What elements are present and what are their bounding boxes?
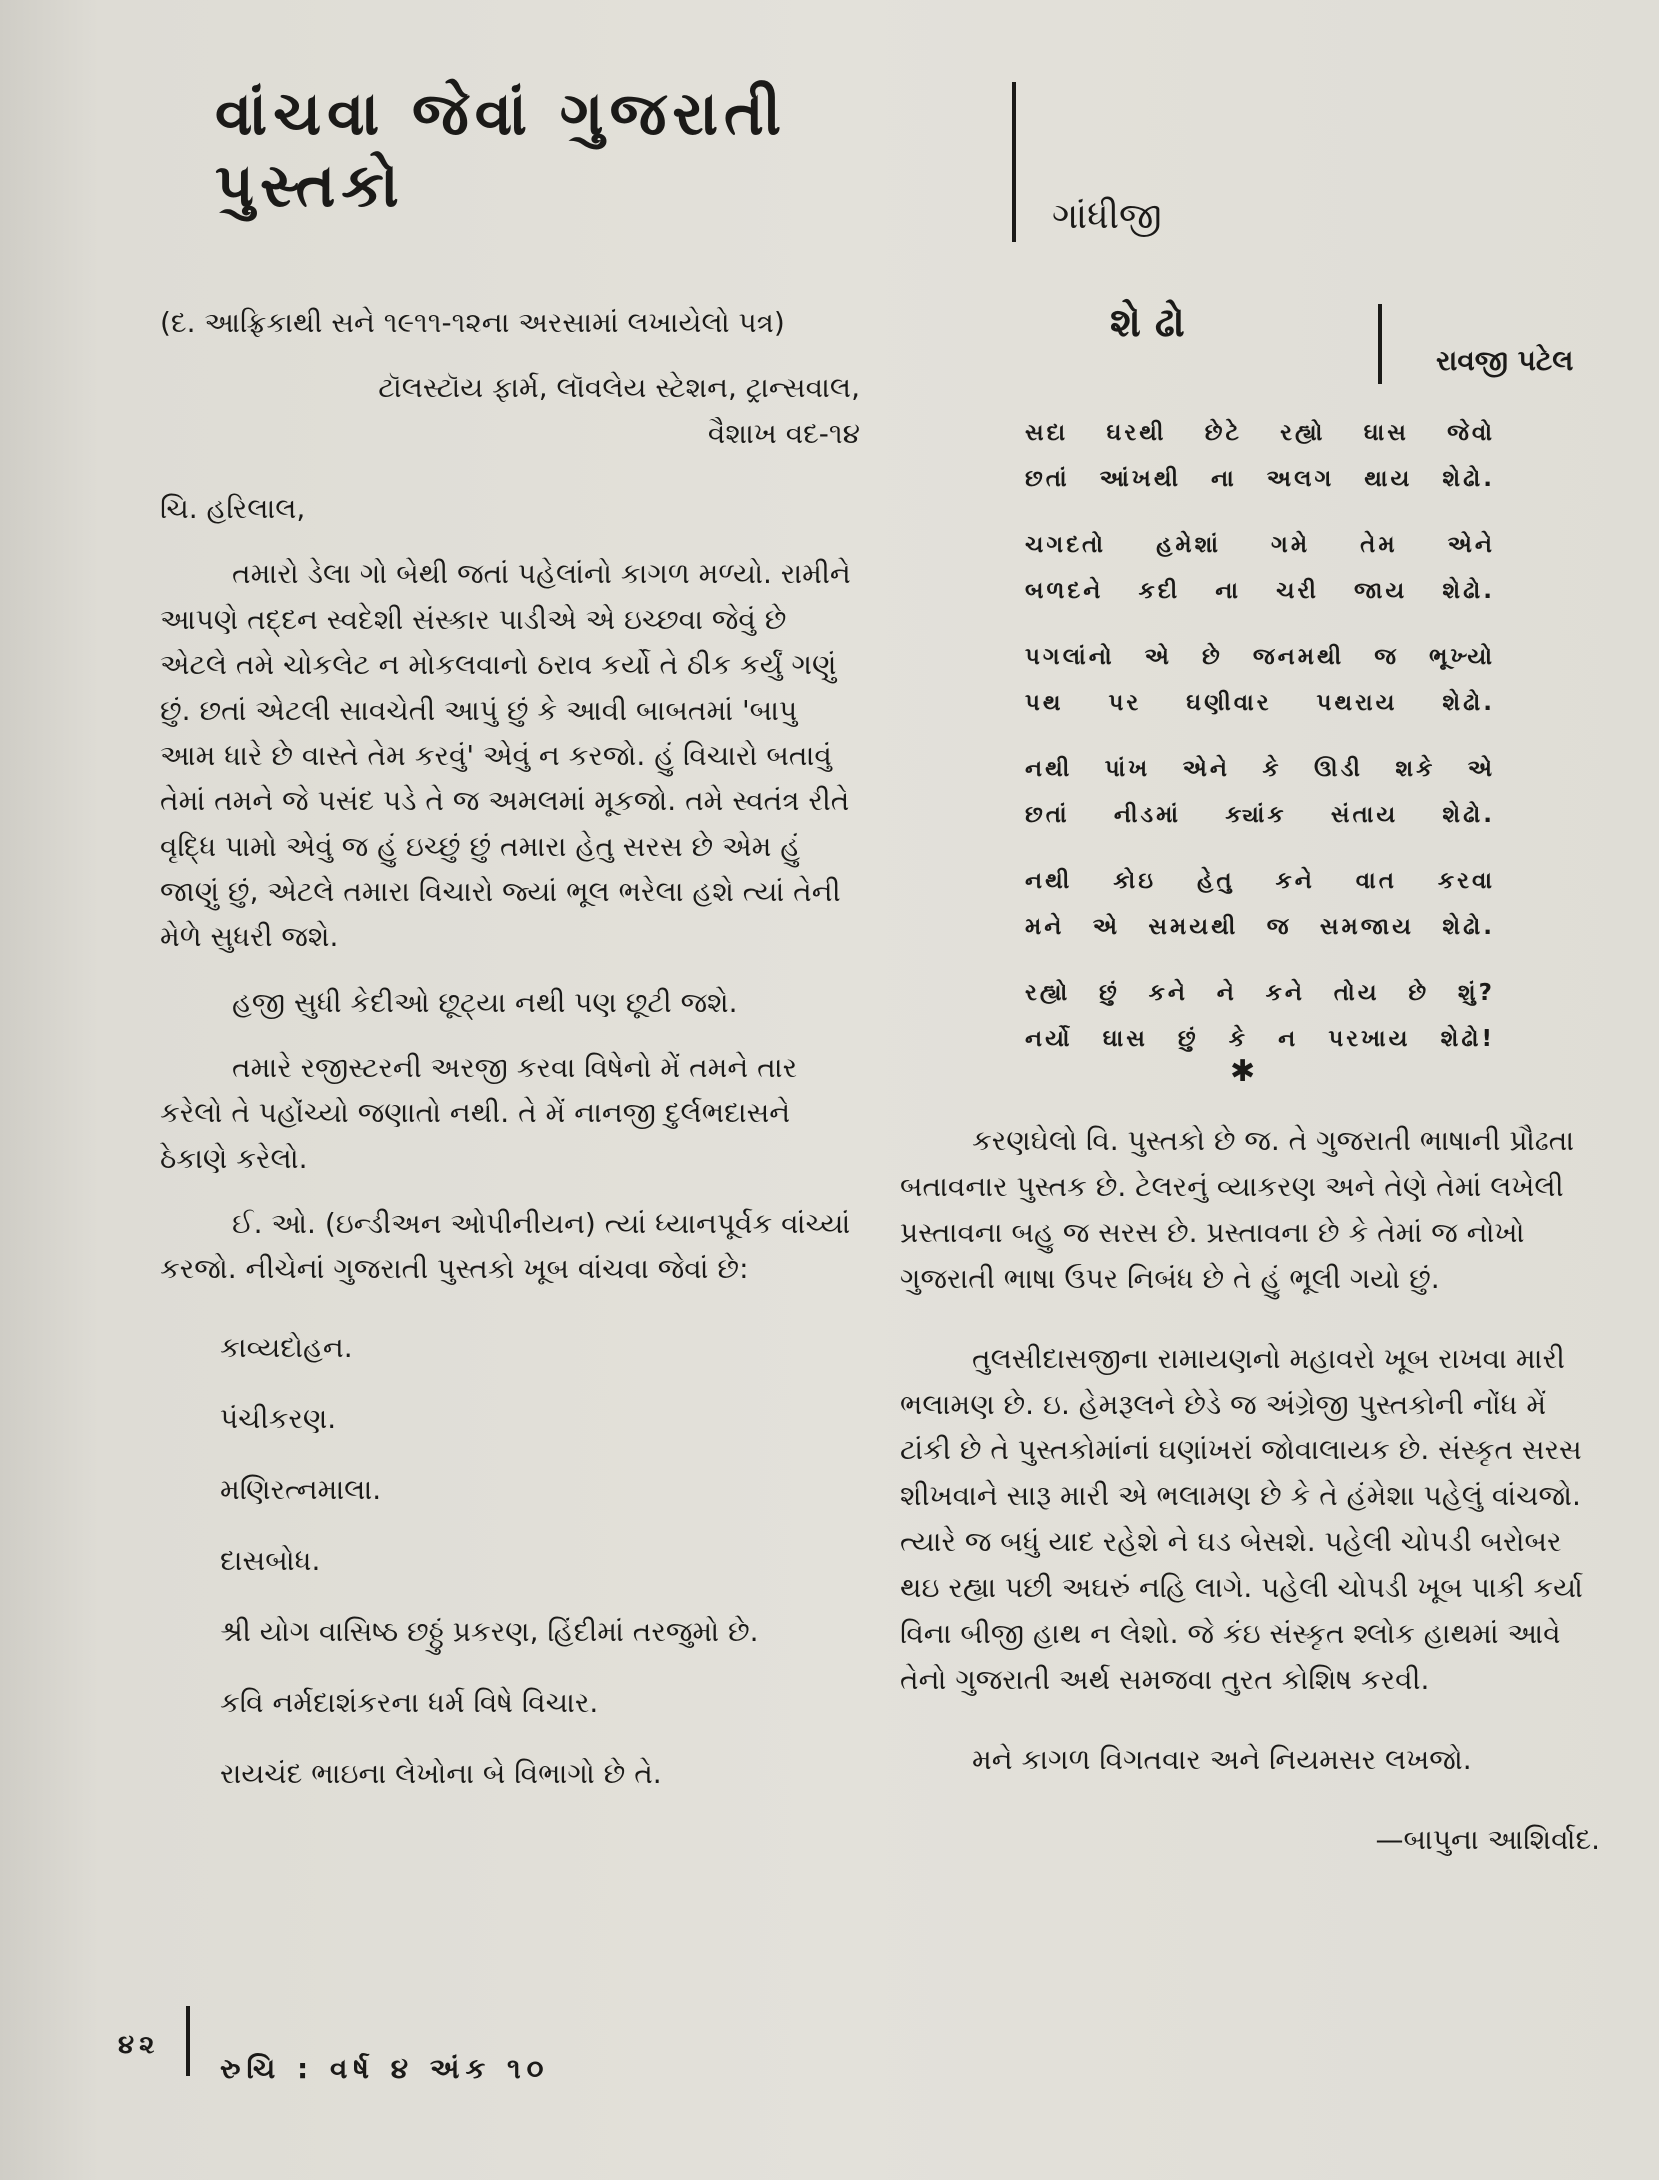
title-divider bbox=[1012, 82, 1016, 242]
book-item: કાવ્યદોહન. bbox=[220, 1330, 353, 1364]
address-line-2: વૈશાખ વદ-૧૪ bbox=[707, 416, 860, 450]
book-item: દાસબોધ. bbox=[220, 1543, 321, 1577]
poem-stanza bbox=[1025, 858, 1495, 950]
letter-paragraph-2: હજી સુધી કેદીઓ છૂટ્યા નથી પણ છૂટી જશે. bbox=[232, 985, 738, 1019]
poem-stanza bbox=[1025, 746, 1495, 838]
poem-line: પથ પર ઘણીવાર પથરાય શેઢો. bbox=[1025, 690, 1495, 716]
article-title: વાંચવા જેવાં ગુજરાતી પુસ્તકો bbox=[215, 79, 787, 221]
poem-end-asterisk-icon: ✱ bbox=[1230, 1054, 1256, 1089]
letter-paragraph-4: ઈ. ઓ. (ઇન્ડીઅન ઓપીનીયન) ત્યાં ધ્યાનપૂર્વક વાંચ્યાં કરજો. નીચેનાં ગુજરાતી પુસ્તકો ખૂબ વાંચવા જેવાં છે: bbox=[160, 1207, 851, 1286]
poem-stanza bbox=[1025, 970, 1495, 1062]
footer-divider bbox=[186, 2006, 190, 2076]
poem-body bbox=[1025, 410, 1495, 1082]
letter-salutation: ચિ. હરિલાલ, bbox=[160, 492, 306, 526]
book-item: કવિ નર્મદાશંકરના ધર્મ વિષે વિચાર. bbox=[220, 1685, 599, 1719]
address-line-1: ટૉલસ્ટૉય ફાર્મ, લૉવલેય સ્ટેશન, ટ્રાન્સવાલ, bbox=[378, 371, 860, 405]
page-number: ૪૨ bbox=[118, 2030, 160, 2060]
poem-line: સદા ઘરથી છેટે રહ્યો ઘાસ જેવો bbox=[1025, 420, 1495, 446]
poem-stanza bbox=[1025, 634, 1495, 726]
letter-paragraph-5: કરણઘેલો વિ. પુસ્તકો છે જ. તે ગુજરાતી ભાષાની પ્રૌઢતા બતાવનાર પુસ્તક છે. ટેલરનું વ્યાકરણ અને તેણે તેમાં લખેલી પ્રસ્તાવના બહુ જ સરસ છે. પ્રસ્તાવના છે કે તેમાં જ નોખો ગુજરાતી ભાષા ઉપર નિબંધ છે તે હું ભૂલી ગયો છું. bbox=[900, 1124, 1575, 1295]
poem-author: રાવજી પટેલ bbox=[1436, 344, 1574, 377]
book-item: મણિરત્નમાલા. bbox=[220, 1472, 382, 1506]
book-list bbox=[160, 1312, 860, 1809]
letter-paragraph-1: તમારો ડેલા ગો બેથી જતાં પહેલાંનો કાગળ મળ્યો. રામીને આપણે તદ્દન સ્વદેશી સંસ્કાર પાડીએ એ ઇચ્છવા જેવું છે એટલે તમે ચોકલેટ ન મોકલવાનો ઠરાવ કર્યો તે ઠીક કર્યું ગણું છું. છતાં એટલી સાવચેતી આપું છું કે આવી બાબતમાં 'બાપુ આમ ધારે છે વાસ્તે તેમ કરવું' એવું ન કરજો. હું વિચારો બતાવું તેમાં તમને જે પસંદ પડે તે જ અમલમાં મૂકજો. તમે સ્વતંત્ર રીતે વૃદ્ધિ પામો એવું જ હું ઇચ્છું છું તમારા હેતુ સરસ છે એમ હું જાણું છું, એટલે તમારા વિચારો જ્યાં ભૂલ ભરેલા હશે ત્યાં તેની મેળે સુધરી જશે. bbox=[160, 557, 851, 954]
poem-line: નર્યો ઘાસ છું કે ન પરખાય શેઢો! bbox=[1025, 1026, 1495, 1052]
letter-intro: (દ. આફ્રિકાથી સને ૧૯૧૧-૧૨ના અરસામાં લખાયેલો પત્ર) bbox=[160, 306, 785, 339]
letter-column-right bbox=[900, 1118, 1600, 1897]
letter-paragraph-3: તમારે રજીસ્ટરની અરજી કરવા વિષેનો મેં તમને તાર કરેલો તે પહોંચ્યો જણાતો નથી. તે મેં નાનજી દુર્લભદાસને ઠેકાણે કરેલો. bbox=[160, 1051, 798, 1175]
letter-closing: —બાપુના આશિર્વાદ. bbox=[1375, 1822, 1600, 1856]
poem-line: નથી પાંખ એને કે ઊડી શકે એ bbox=[1025, 756, 1495, 782]
poem-line: બળદને કદી ના ચરી જાય શેઢો. bbox=[1025, 578, 1495, 604]
poem-line: રહ્યો છું કને ને કને તોય છે શું? bbox=[1025, 980, 1495, 1006]
book-item: પંચીકરણ. bbox=[220, 1401, 337, 1435]
journal-issue: રુચિ : વર્ષ ૪ અંક ૧૦ bbox=[220, 2052, 550, 2085]
book-item: રાયચંદ ભાઇના લેખોના બે વિભાગો છે તે. bbox=[220, 1756, 662, 1790]
poem-stanza bbox=[1025, 410, 1495, 502]
poem-header bbox=[900, 300, 1620, 390]
letter-paragraph-7: મને કાગળ વિગતવાર અને નિયમસર લખજો. bbox=[972, 1742, 1472, 1776]
poem-line: ચગદતો હમેશાં ગમે તેમ એને bbox=[1025, 532, 1495, 558]
poem-line: છતાં નીડમાં ક્યાંક સંતાય શેઢો. bbox=[1025, 802, 1495, 828]
poem-title: શેઢો bbox=[1110, 300, 1199, 346]
poem-line: પગલાંનો એ છે જનમથી જ ભૂખ્યો bbox=[1025, 644, 1495, 670]
article-author: ગાંધીજી bbox=[1052, 196, 1162, 237]
poem-divider bbox=[1378, 304, 1382, 384]
letter-column-left bbox=[160, 300, 860, 1809]
poem-line: છતાં આંખથી ના અલગ થાય શેઢો. bbox=[1025, 466, 1495, 492]
poem-line: મને એ સમયથી જ સમજાય શેઢો. bbox=[1025, 914, 1495, 940]
letter-address bbox=[160, 365, 860, 456]
book-item: શ્રી યોગ વાસિષ્ઠ છઠ્ઠું પ્રકરણ, હિંદીમાં તરજુમો છે. bbox=[220, 1614, 759, 1648]
poem-stanza bbox=[1025, 522, 1495, 614]
poem-line: નથી કોઇ હેતુ કને વાત કરવા bbox=[1025, 868, 1495, 894]
letter-paragraph-6: તુલસીદાસજીના રામાયણનો મહાવરો ખૂબ રાખવા મારી ભલામણ છે. ઇ. હેમરૂલને છેડે જ અંગ્રેજી પુસ્તકોની નોંધ મેં ટાંકી છે તે પુસ્તકોમાંનાં ઘણાંખરાં જોવાલાયક છે. સંસ્કૃત સરસ શીખવાને સારૂ મારી એ ભલામણ છે કે તે હંમેશા પહેલું વાંચજો. ત્યારે જ બધું યાદ રહેશે ને ઘડ બેસશે. પહેલી ચોપડી બરોબર થઇ રહ્યા પછી અઘરું નહિ લાગે. પહેલી ચોપડી ખૂબ પાકી કર્યા વિના બીજી હાથ ન લેશો. જે કંઇ સંસ્કૃત શ્લોક હાથમાં આવે તેનો ગુજરાતી અર્થ સમજવા તુરત કોશિષ કરવી. bbox=[900, 1341, 1583, 1696]
